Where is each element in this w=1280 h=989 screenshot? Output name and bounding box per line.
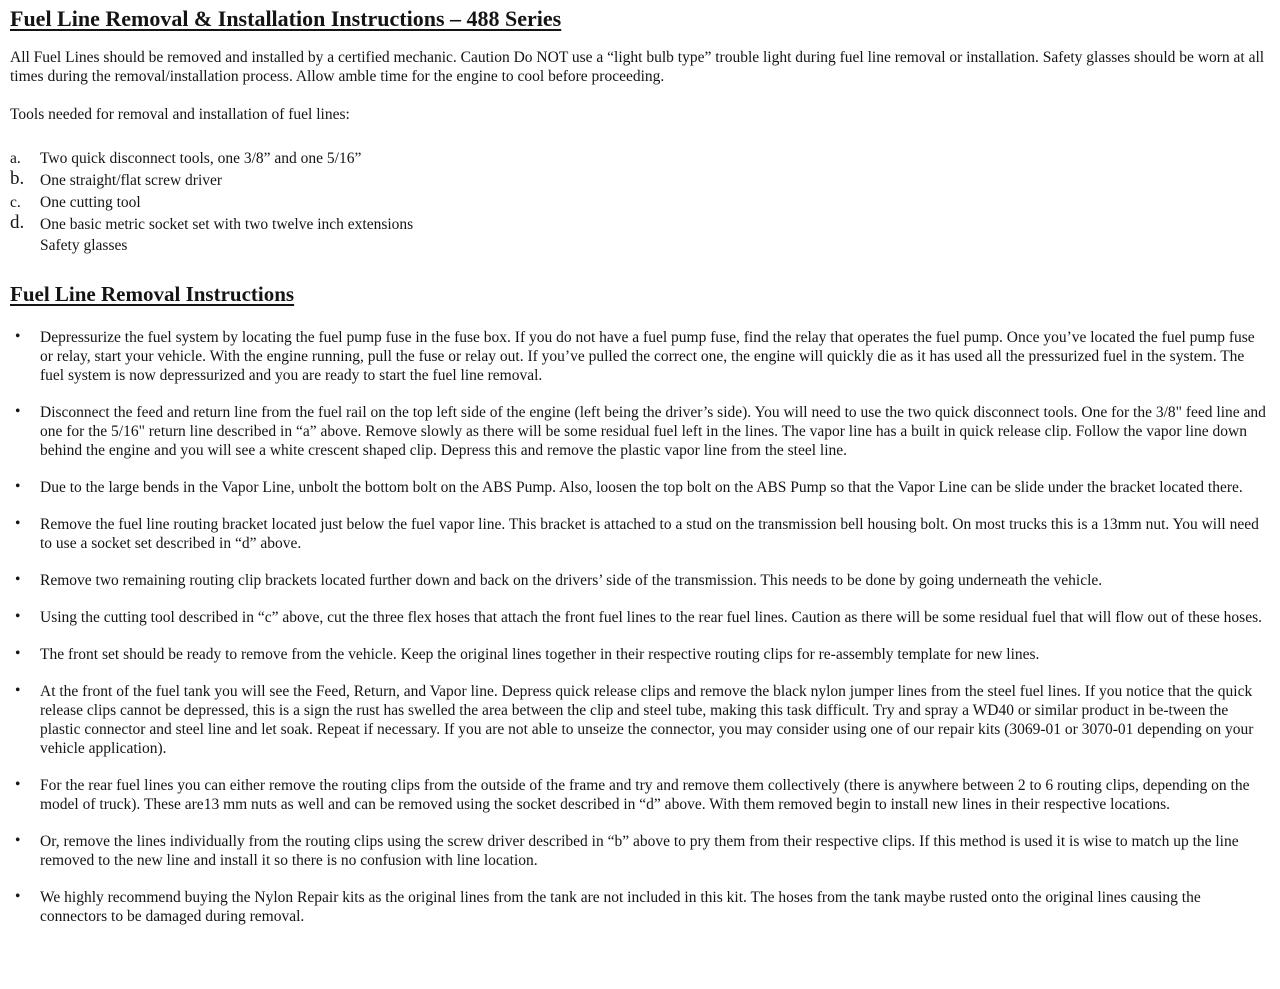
instructions-list: [10, 328, 1266, 926]
instruction-text: The front set should be ready to remove from the vehicle. Keep the original lines together in their respective routing clips for re-assembly template for new lines.: [40, 646, 1040, 663]
tool-marker: d.: [10, 212, 25, 233]
intro-paragraph: All Fuel Lines should be removed and installed by a certified mechanic. Caution Do NOT use a “light bulb type” trouble light during fuel line removal or installation. Safety glasses should be worn at all times during the removal/installation process. Allow amble time for the engine to cool before proceeding.: [10, 49, 1265, 85]
bullet-icon: •: [15, 571, 21, 588]
instruction-item: [10, 478, 1266, 497]
bullet-icon: •: [15, 608, 21, 625]
bullet-icon: •: [15, 478, 21, 495]
instruction-item: [10, 832, 1266, 870]
bullet-icon: •: [15, 328, 21, 345]
tools-list: [10, 149, 1266, 255]
instruction-item: [10, 682, 1266, 758]
page-title: Fuel Line Removal & Installation Instructions – 488 Series: [10, 6, 562, 31]
bullet-icon: •: [15, 682, 21, 699]
instruction-item: [10, 403, 1266, 460]
tool-text: One cutting tool: [40, 194, 141, 211]
tool-marker: a.: [10, 150, 21, 167]
instruction-item: [10, 645, 1266, 664]
tool-text: One straight/flat screw driver: [40, 172, 223, 189]
instruction-item: [10, 888, 1266, 926]
section-title: Fuel Line Removal Instructions: [10, 282, 295, 306]
bullet-icon: •: [15, 832, 21, 849]
instruction-item: [10, 515, 1266, 553]
instruction-item: [10, 328, 1266, 385]
bullet-icon: •: [15, 403, 21, 420]
instruction-text: Depressurize the fuel system by locating the fuel pump fuse in the fuse box. If you do not have a fuel pump fuse, find the relay that operates the fuel pump. Once you’ve located the fuel pump fuse or relay, start your vehicle. With the engine running, pull the fuse or relay out. If you’ve pulled the correct one, the engine will quickly die as it has used all the pressurized fuel in the system. The fuel system is now depressurized and you are ready to start the fuel line removal.: [40, 329, 1255, 384]
tools-heading: Tools needed for removal and installation of fuel lines:: [10, 106, 350, 123]
instruction-text: Or, remove the lines individually from the routing clips using the screw driver described in “b” above to pry them from their respective clips. If this method is used it is wise to match up the line removed to the new line and install it so there is no confusion with line location.: [40, 833, 1239, 869]
instruction-item: [10, 571, 1266, 590]
tool-marker: b.: [10, 168, 25, 189]
bullet-icon: •: [15, 515, 21, 532]
tool-extra-text: Safety glasses: [40, 237, 128, 254]
instruction-text: Disconnect the feed and return line from the fuel rail on the top left side of the engine (left being the driver’s side). You will need to use the two quick disconnect tools. One for the 3/8" feed line and one for the 5/16" return line described in “a” above. Remove slowly as there will be some residual fuel left in the lines. The vapor line has a built in quick release clip. Follow the vapor line down behind the engine and you will see a white crescent shaped clip. Depress this and remove the plastic vapor line from the steel line.: [40, 404, 1266, 459]
tool-item: [10, 168, 1266, 190]
tool-item: [10, 193, 1266, 212]
tool-item: [10, 149, 1266, 168]
instruction-text: Using the cutting tool described in “c” above, cut the three flex hoses that attach the front fuel lines to the rear fuel lines. Caution as there will be some residual fuel that will flow out of these hoses.: [40, 609, 1262, 626]
tool-text: Two quick disconnect tools, one 3/8” and one 5/16”: [40, 150, 362, 167]
instruction-item: [10, 608, 1266, 627]
bullet-icon: •: [15, 776, 21, 793]
instruction-text: Remove the fuel line routing bracket located just below the fuel vapor line. This bracket is attached to a stud on the transmission bell housing bolt. On most trucks this is a 13mm nut. You will need to use a socket set described in “d” above.: [40, 516, 1259, 552]
tool-item: [10, 212, 1266, 255]
instruction-text: Due to the large bends in the Vapor Line, unbolt the bottom bolt on the ABS Pump. Also, loosen the top bolt on the ABS Pump so that the Vapor Line can be slide under the bracket located there.: [40, 479, 1243, 496]
tool-marker: c.: [10, 194, 21, 211]
instruction-item: [10, 776, 1266, 814]
bullet-icon: •: [15, 888, 21, 905]
tool-text: One basic metric socket set with two twelve inch extensions: [40, 216, 414, 233]
instruction-text: We highly recommend buying the Nylon Repair kits as the original lines from the tank are not included in this kit. The hoses from the tank maybe rusted onto the original lines causing the connectors to be damaged during removal.: [40, 889, 1201, 925]
instruction-text: For the rear fuel lines you can either remove the routing clips from the outside of the frame and try and remove them collectively (there is anywhere between 2 to 6 routing clips, depending on the model of truck). These are13 mm nuts as well and can be removed using the socket described in “d” above. With them removed begin to install new lines in their respective locations.: [40, 777, 1250, 813]
instruction-text: At the front of the fuel tank you will see the Feed, Return, and Vapor line. Depress quick release clips and remove the black nylon jumper lines from the steel fuel lines. If you notice that the quick release clips cannot be depressed, this is a sign the rust has swelled the area between the clip and steel tube, making this task difficult. Try and spray a WD40 or similar product in be-tween the plastic connector and steel line and let soak. Repeat if necessary. If you are not able to unseize the connector, you may consider using one of our repair kits (3069-01 or 3070-01 depending on your vehicle application).: [40, 683, 1254, 757]
bullet-icon: •: [15, 645, 21, 662]
instruction-text: Remove two remaining routing clip brackets located further down and back on the drivers’ side of the transmission. This needs to be done by going underneath the vehicle.: [40, 572, 1103, 589]
